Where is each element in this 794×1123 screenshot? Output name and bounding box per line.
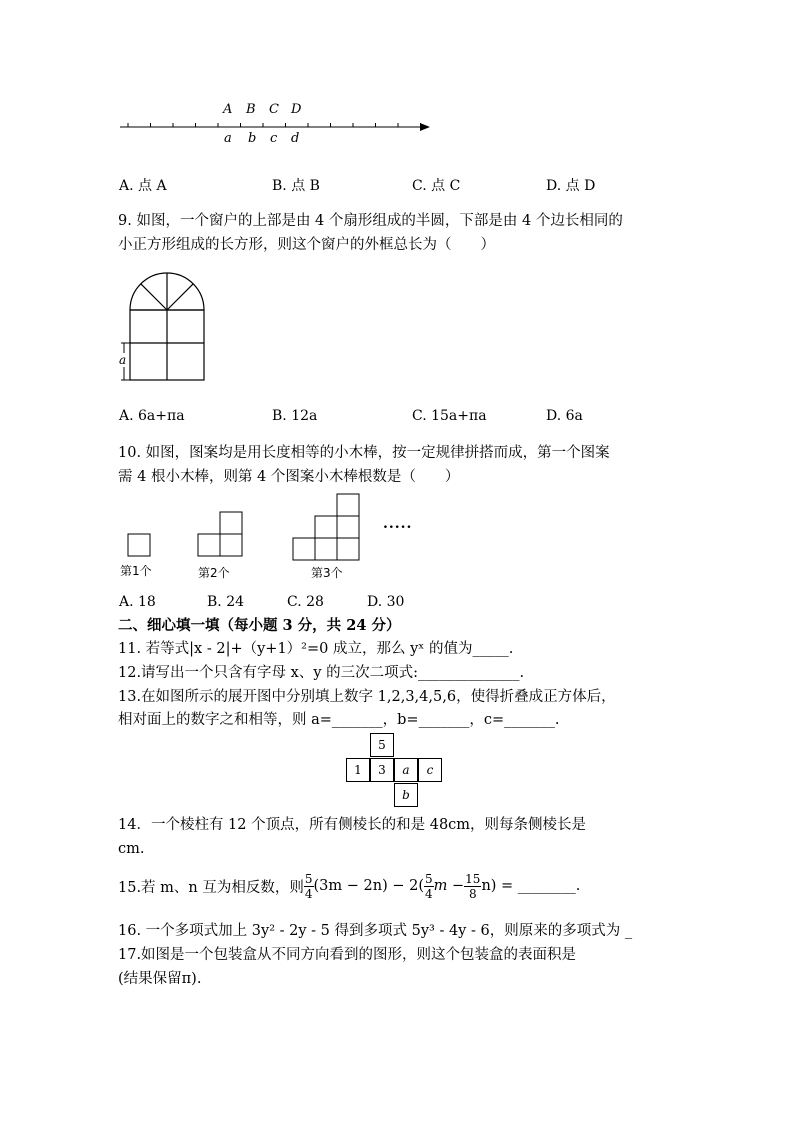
q9-option-b: B. 12a [272, 408, 318, 424]
q8-option-a: A. 点 A [119, 178, 167, 194]
stick-pattern-svg [118, 492, 418, 562]
q13-text-line2: 相对面上的数字之和相等，则 a=_______，b=_______，c=_______. [118, 712, 560, 728]
q8-option-d: D. 点 D [546, 178, 596, 194]
net-cell-b: b [394, 783, 418, 807]
q14-text-line1: 14．一个棱柱有 12 个顶点，所有侧棱长的和是 48cm，则每条侧棱长是 [118, 817, 587, 833]
number-line-label-a: a [224, 131, 232, 146]
stick-pattern-ellipsis: ..... [383, 516, 413, 532]
q15-fraction-2-numerator: 5 [425, 871, 433, 886]
q9-option-d: D. 6a [546, 408, 583, 424]
net-cell-a: a [394, 758, 418, 782]
q9-option-c: C. 15a+πa [412, 408, 487, 424]
q10-option-c: C. 28 [287, 594, 324, 610]
q17-text-line1: 17.如图是一个包装盒从不同方向看到的图形，则这个包装盒的表面积是 [118, 947, 577, 963]
q10-option-d: D. 30 [367, 594, 405, 610]
number-line-label-B: B [246, 102, 256, 117]
window-side-label: a [119, 353, 127, 367]
net-cell-top: 5 [370, 733, 394, 757]
q15-fraction-2-denominator: 4 [425, 886, 433, 901]
number-line-label-C: C [269, 102, 279, 117]
number-line-label-d: d [291, 131, 300, 146]
q15-fraction-1-numerator: 5 [304, 871, 313, 886]
q8-option-c: C. 点 C [412, 178, 461, 194]
net-cell-c: c [418, 758, 442, 782]
q15-suffix: n) = ________. [481, 878, 581, 894]
q8-option-b: B. 点 B [272, 178, 320, 194]
net-cell-center: 3 [370, 758, 394, 782]
stick-figure-label-3: 第3个 [311, 566, 343, 580]
number-line-label-b: b [248, 131, 257, 146]
q15-fraction-2 [424, 872, 434, 901]
q15-mid1: (3m − 2n) − 2( [313, 878, 424, 894]
q10-text-line2: 需 4 根小木棒，则第 4 个图案小木棒根数是（ ） [118, 469, 460, 485]
q17-text-line2: (结果保留π). [118, 971, 202, 987]
q10-text-line1: 10. 如图，图案均是用长度相等的小木棒，按一定规律拼搭而成，第一个图案 [118, 445, 610, 461]
q13-text-line1: 13.在如图所示的展开图中分别填上数字 1,2,3,4,5,6，使得折叠成正方体后， [118, 689, 616, 705]
number-line-label-D: D [291, 102, 302, 117]
q15-prefix: 15.若 m、n 互为相反数，则 [118, 879, 304, 896]
stick-figure-label-1: 第1个 [120, 564, 152, 578]
q16-text: 16. 一个多项式加上 3y² - 2y - 5 得到多项式 5y³ - 4y - 6，则原来的多项式为 _ [118, 923, 633, 939]
q11-text: 11. 若等式|x - 2|+（y+1）²=0 成立，那么 yˣ 的值为_____. [118, 641, 514, 657]
q9-text-line1: 9. 如图，一个窗户的上部是由 4 个扇形组成的半圆，下部是由 4 个边长相同的 [118, 213, 623, 229]
stick-pattern-figure [118, 492, 418, 587]
number-line-label-c: c [270, 131, 278, 146]
q10-option-a: A. 18 [119, 594, 156, 610]
q10-option-b: B. 24 [207, 594, 245, 610]
q9-text-line2: 小正方形组成的长方形，则这个窗户的外框总长为（ ） [118, 237, 495, 253]
q15-fraction-3 [464, 872, 481, 901]
q15-fraction-1-denominator: 4 [304, 886, 313, 901]
window-figure [117, 270, 212, 385]
q15-fraction-3-numerator: 15 [465, 871, 481, 886]
number-line-figure [118, 100, 438, 150]
number-line-label-A: A [223, 102, 233, 117]
q15-fraction-3-denominator: 8 [468, 886, 477, 901]
q15-text [118, 866, 580, 906]
cube-net-figure [346, 733, 446, 809]
net-cell-left: 1 [346, 758, 370, 782]
q15-fraction-1 [304, 872, 314, 901]
section-2-title: 二、细心填一填（每小题 3 分，共 24 分） [118, 617, 401, 634]
q12-text: 12.请写出一个只含有字母 x、y 的三次二项式:______________. [118, 665, 525, 681]
q9-option-a: A. 6a+πa [119, 408, 185, 424]
q15-mid2: m − [433, 878, 465, 894]
stick-figure-label-2: 第2个 [198, 566, 230, 580]
q14-text-line2: cm. [118, 841, 145, 857]
window-svg [117, 270, 212, 385]
